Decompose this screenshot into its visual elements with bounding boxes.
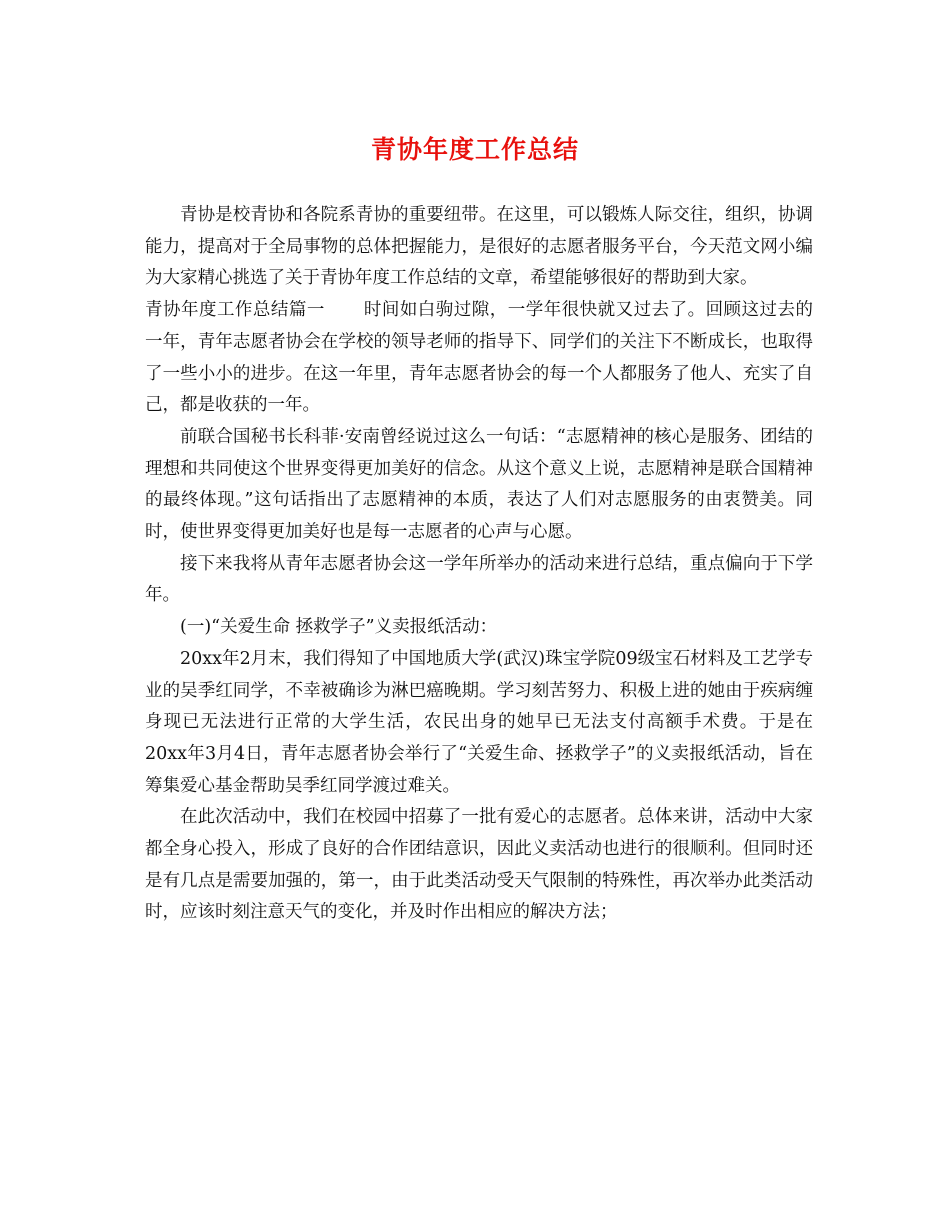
document-body — [145, 200, 813, 929]
paragraph-annan-quote: 前联合国秘书长科菲·安南曾经说过这么一句话：“志愿精神的核心是服务、团结的理想和共同使这个世界变得更加美好的信念。从这个意义上说，志愿精神是联合国精神的最终体现。”这句话指出了志愿精神的本质，表达了人们对志愿服务的由衷赞美。同时，使世界变得更加美好也是每一志愿者的心声与心愿。 — [145, 426, 813, 543]
paragraph-section-one — [145, 295, 813, 422]
document-title: 青协年度工作总结 — [370, 135, 579, 164]
paragraph-activity-heading: (一)“关爱生命 拯救学子”义卖报纸活动： — [180, 617, 498, 638]
paragraph-activity-review: 在此次活动中，我们在校园中招募了一批有爱心的志愿者。总体来讲，活动中大家都全身心投入，形成了良好的合作团结意识，因此义卖活动也进行的很顺利。但同时还是有几点是需要加强的，第一，由于此类活动受天气限制的特殊性，再次举办此类活动时，应该时刻注意天气的变化，并及时作出相应的解决方法； — [145, 807, 813, 923]
section-text: 时间如白驹过隙，一学年很快就又过去了。回顾这过去的一年，青年志愿者协会在学校的领导老师的指导下、同学们的关注下不断成长，也取得了一些小小的进步。在这一年里，青年志愿者协会的每一个人都服务了他人、充实了自己，都是收获的一年。 — [145, 300, 814, 416]
paragraph-intro: 青协是校青协和各院系青协的重要纽带。在这里，可以锻炼人际交往，组织，协调能力，提高对于全局事物的总体把握能力，是很好的志愿者服务平台，今天范文网小编为大家精心挑选了关于青协年度工作总结的文章，希望能够很好的帮助到大家。 — [145, 205, 813, 289]
paragraph-activity-background: 20xx年2月末，我们得知了中国地质大学(武汉)珠宝学院09级宝石材料及工艺学专业的吴季红同学，不幸被确诊为淋巴癌晚期。学习刻苦努力、积极上进的她由于疾病缠身现已无法进行正常的大学生活，农民出身的她早已无法支付高额手术费。于是在20xx年3月4日，青年志愿者协会举行了“关爱生命、拯救学子”的义卖报纸活动，旨在筹集爱心基金帮助吴季红同学渡过难关。 — [145, 648, 813, 796]
section-heading: 青协年度工作总结篇一 — [145, 300, 325, 321]
paragraph-summary-intro: 接下来我将从青年志愿者协会这一学年所举办的活动来进行总结，重点偏向于下学年。 — [145, 553, 813, 606]
